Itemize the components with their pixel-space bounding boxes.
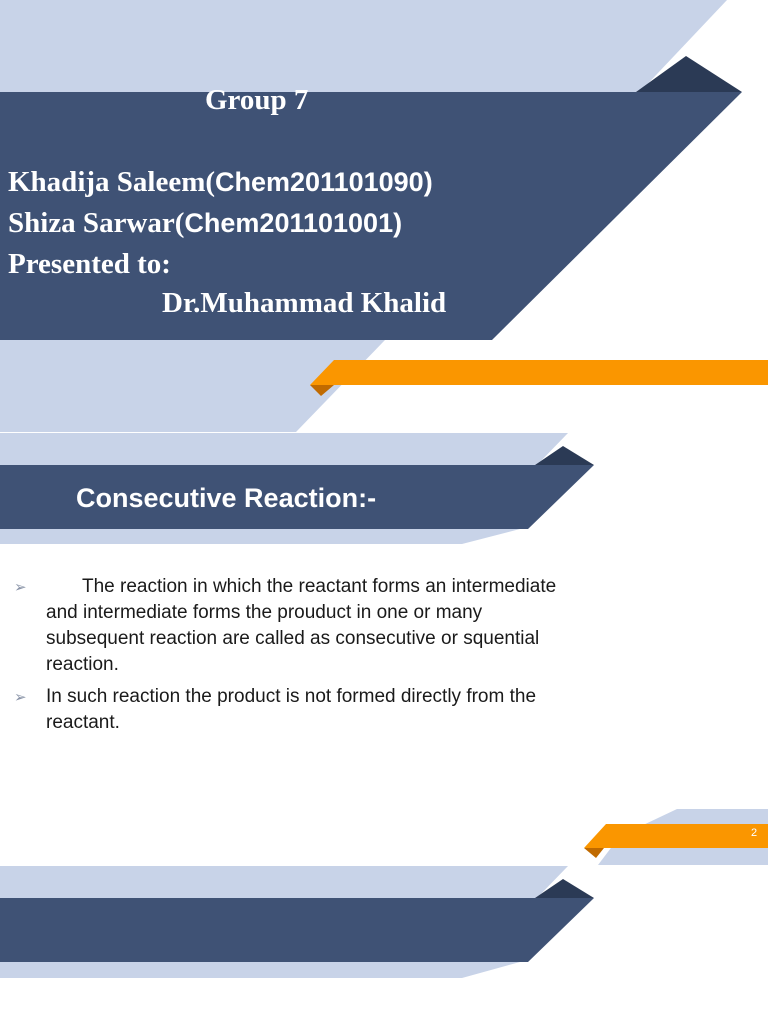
page-number: 2 — [750, 827, 758, 839]
member-2-name: Shiza Sarwar( — [8, 207, 185, 239]
presented-to-label: Presented to: — [8, 248, 171, 280]
member-2 — [8, 207, 402, 240]
member-1-id: Chem201101090) — [215, 167, 433, 197]
bullet-item — [14, 574, 584, 678]
member-2-id: Chem201101001) — [184, 208, 403, 238]
bullet-text: The reaction in which the reactant forms an intermediate and intermediate forms the prouduct in one or many subsequent reaction are called as consecutive or squential reaction. — [46, 576, 557, 675]
bullet-text: In such reaction the product is not formed directly from the reactant. — [46, 686, 537, 733]
title-orange-bar — [310, 360, 768, 385]
member-1 — [8, 166, 433, 199]
header-light-band — [0, 433, 568, 465]
next-header-light-lower-band — [0, 962, 520, 978]
bullet-list — [14, 574, 584, 742]
header-light-lower-band — [0, 529, 520, 544]
group-label: Group 7 — [205, 84, 309, 116]
title-light-band — [0, 0, 727, 92]
arrowhead-bullet-icon: ➢ — [14, 578, 27, 596]
page-tag-orange-fold — [584, 848, 604, 858]
arrowhead-bullet-icon: ➢ — [14, 688, 27, 706]
page-tag-orange-bar — [584, 824, 768, 848]
section-title: Consecutive Reaction:- — [76, 483, 377, 513]
next-header-light-band — [0, 866, 568, 898]
bullet-item — [14, 684, 584, 736]
presenter-name: Dr.Muhammad Khalid — [162, 287, 447, 319]
member-1-name: Khadija Saleem( — [8, 166, 216, 198]
next-header-navy-banner — [0, 898, 594, 962]
